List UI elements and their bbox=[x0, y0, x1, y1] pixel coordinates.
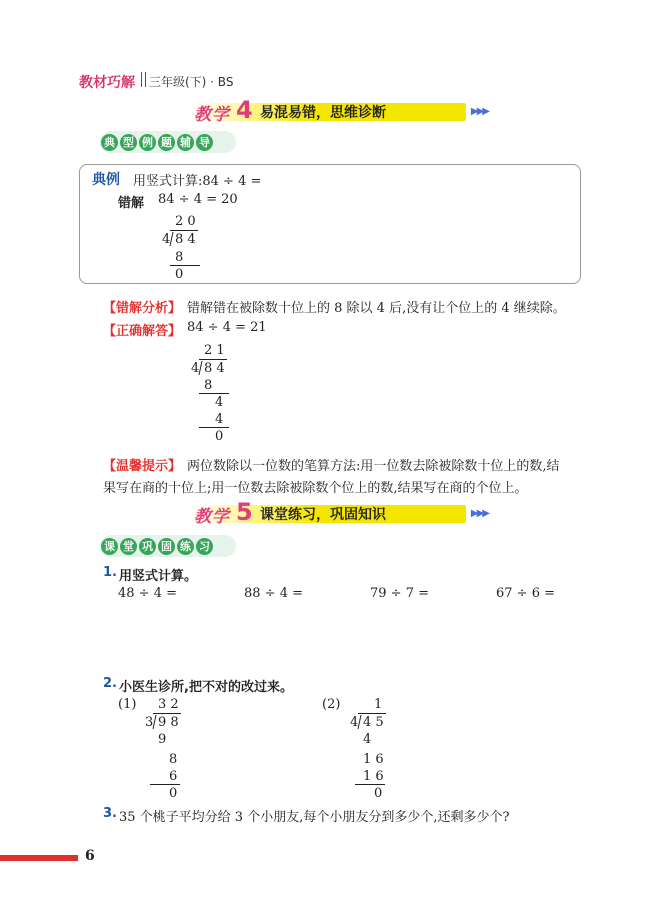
problem-tag: (2) bbox=[322, 697, 341, 712]
division-line bbox=[150, 784, 180, 785]
footer-bar bbox=[0, 855, 78, 861]
arrows-icon: ▶▶▶ bbox=[470, 106, 488, 117]
q2a-step3: 6 bbox=[169, 769, 178, 784]
answer-equation: 84 ÷ 4 = 21 bbox=[187, 320, 267, 335]
subsection-pill-practice: 课 堂 巩 固 练 习 bbox=[100, 535, 236, 557]
book-brand: 教材巧解 bbox=[79, 75, 135, 91]
subsection-pill-examples: 典 型 例 题 辅 导 bbox=[100, 131, 236, 153]
example-problem: 用竖式计算:84 ÷ 4 = bbox=[133, 174, 262, 189]
q2a-step4: 0 bbox=[169, 786, 178, 801]
example-tag: 典例 bbox=[92, 172, 120, 188]
exercise-item: 88 ÷ 4 = bbox=[244, 586, 303, 601]
q2b-step1: 4 bbox=[363, 732, 372, 747]
wrong-label: 错解 bbox=[118, 196, 145, 211]
tip-line1: 两位数除以一位数的笔算方法:用一位数去除被除数十位上的数,结 bbox=[187, 459, 560, 474]
division-bar bbox=[358, 713, 386, 714]
answer-step1: 8 bbox=[204, 378, 213, 393]
tip-line2: 果写在商的十位上;用一位数去除被除数个位上的数,结果写在商的个位上。 bbox=[103, 481, 528, 496]
answer-quotient: 2 1 bbox=[204, 343, 225, 358]
division-bar bbox=[199, 359, 227, 360]
banner-label: 教学 bbox=[194, 507, 230, 527]
answer-step2: 4 bbox=[215, 395, 224, 410]
division-line bbox=[199, 393, 229, 394]
banner-title: 易混易错，思维诊断 bbox=[260, 105, 386, 121]
answer-label: 【正确解答】 bbox=[103, 324, 182, 339]
banner-label: 教学 bbox=[194, 105, 230, 125]
problem-tag: (1) bbox=[118, 697, 137, 712]
q2b-step3: 1 6 bbox=[363, 769, 384, 784]
answer-step3: 4 bbox=[215, 412, 224, 427]
banner-number: 5 bbox=[236, 498, 253, 526]
q2a-step1: 9 bbox=[158, 732, 167, 747]
question-2-number: 2. bbox=[103, 676, 117, 691]
wrong-dividend: 8 4 bbox=[175, 232, 196, 247]
q2b-step4: 0 bbox=[374, 786, 383, 801]
question-3-text: 35 个桃子平均分给 3 个小朋友,每个小朋友分到多少个,还剩多少个? bbox=[119, 810, 510, 825]
wrong-step1: 8 bbox=[175, 250, 184, 265]
question-2-text: 小医生诊所,把不对的改过来。 bbox=[119, 680, 293, 695]
exercise-item: 79 ÷ 7 = bbox=[370, 586, 429, 601]
analysis-text: 错解错在被除数十位上的 8 除以 4 后,没有让个位上的 4 继续除。 bbox=[187, 301, 566, 316]
question-1-text: 用竖式计算。 bbox=[119, 569, 198, 584]
wrong-step2: 0 bbox=[175, 267, 184, 282]
page-number: 6 bbox=[85, 848, 95, 864]
section-banner-4 bbox=[188, 96, 488, 125]
question-1-number: 1. bbox=[103, 565, 117, 580]
exercise-item: 48 ÷ 4 = bbox=[118, 586, 177, 601]
division-line bbox=[170, 265, 200, 266]
wrong-equation: 84 ÷ 4 = 20 bbox=[158, 192, 238, 207]
q2b-dividend: 4 5 bbox=[363, 715, 384, 730]
wrong-divisor: 4 bbox=[162, 232, 171, 247]
arrows-icon: ▶▶▶ bbox=[470, 508, 488, 519]
banner-number: 4 bbox=[236, 96, 253, 124]
division-line bbox=[199, 427, 229, 428]
division-line bbox=[355, 784, 385, 785]
q2a-quotient: 3 2 bbox=[158, 697, 179, 712]
answer-divisor: 4 bbox=[191, 361, 200, 376]
q2a-dividend: 9 8 bbox=[158, 715, 179, 730]
division-bar bbox=[153, 713, 181, 714]
q2a-step2: 8 bbox=[169, 752, 178, 767]
q2b-divisor: 4 bbox=[350, 715, 359, 730]
division-bar bbox=[170, 230, 198, 231]
answer-step4: 0 bbox=[215, 429, 224, 444]
section-banner-5 bbox=[188, 498, 488, 527]
q2b-step2: 1 6 bbox=[363, 752, 384, 767]
q2b-quotient: 1 bbox=[374, 697, 383, 712]
header-separator bbox=[141, 72, 146, 87]
wrong-quotient: 2 0 bbox=[175, 214, 196, 229]
exercise-item: 67 ÷ 6 = bbox=[496, 586, 555, 601]
analysis-label: 【错解分析】 bbox=[103, 301, 182, 316]
answer-dividend: 8 4 bbox=[204, 361, 225, 376]
tip-label: 【温馨提示】 bbox=[103, 459, 182, 474]
banner-title: 课堂练习，巩固知识 bbox=[260, 507, 386, 523]
q2a-divisor: 3 bbox=[145, 715, 154, 730]
question-3-number: 3. bbox=[103, 806, 117, 821]
book-subtitle: 三年级(下) · BS bbox=[149, 75, 234, 89]
